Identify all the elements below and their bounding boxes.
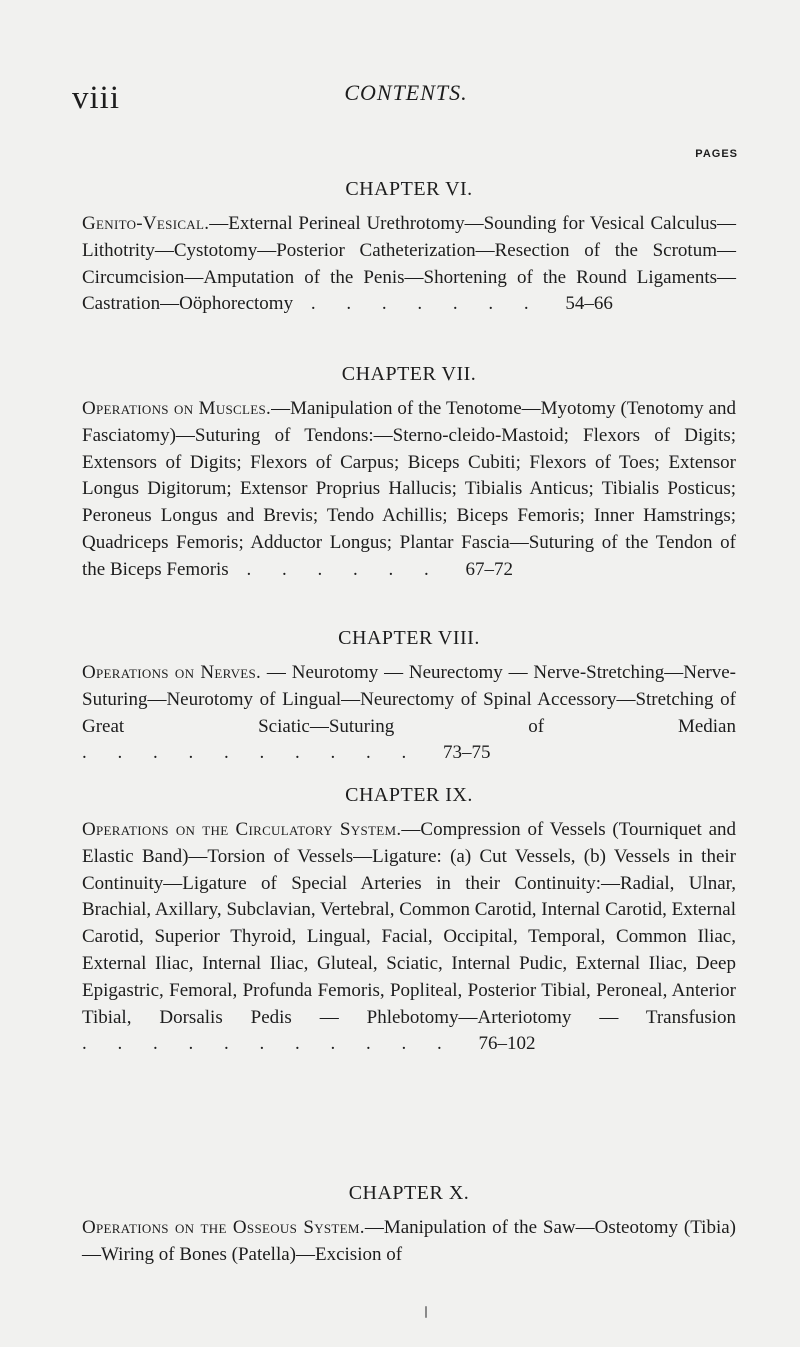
chapter-subject: Operations on the Circulatory System. — [82, 819, 402, 840]
chapter-topics: — Neurotomy — Neurectomy — Nerve-Stretching—Nerve-Suturing—Neurotomy of Lingual—Neurectomy of Spinal Accessory—Stretching of Great Sciatic—Suturing of Median — [82, 662, 736, 737]
chapter-heading: CHAPTER VII. — [341, 363, 477, 385]
chapter-contents — [82, 660, 736, 767]
dot-leader: . . . . . . — [228, 558, 460, 580]
chapter-heading: CHAPTER VIII. — [338, 627, 480, 649]
chapter-heading: CHAPTER X. — [348, 1182, 470, 1204]
chapter-topics: —Compression of Vessels (Tourniquet and Elastic Band)—Torsion of Vessels—Ligature: (a) Cut Vessels, (b) Vessels in their Continuity—Ligature of Special Arteries in their Continuity:—Radial, Ulnar, Brachial, Axillary, Subclavian, Vertebral, Common Carotid, Internal Carotid, External Carotid, Superior Thyroid, Lingual, Facial, Occipital, Temporal, Common Iliac, External Iliac, Internal Iliac, Gluteal, Sciatic, Internal Pudic, External Iliac, Deep Epigastric, Femoral, Profunda Femoris, Popliteal, Posterior Tibial, Peroneal, Anterior Tibial, Dorsalis Pedis — Phlebotomy—Arteriotomy — Transfusion — [82, 819, 736, 1028]
running-title: CONTENTS. — [344, 80, 468, 105]
page-range: 76–102 — [478, 1033, 536, 1055]
dot-leader: . . . . . . . — [293, 293, 560, 315]
running-head — [72, 82, 740, 116]
chapter-contents — [82, 817, 736, 1058]
chapter-contents — [82, 211, 736, 318]
print-mark — [425, 1306, 427, 1318]
chapter-viii-entry — [82, 627, 736, 767]
chapter-vi-entry — [82, 178, 736, 318]
page-range: 67–72 — [465, 558, 513, 580]
chapter-topics: —Manipulation of the Saw—Osteotomy (Tibia)—Wiring of Bones (Patella)—Excision of — [82, 1217, 736, 1265]
chapter-x-entry — [82, 1182, 736, 1269]
chapter-vii-entry — [82, 363, 736, 584]
chapter-subject: Operations on Nerves. — [82, 662, 262, 683]
pages-column-label: PAGES — [695, 148, 738, 160]
chapter-ix-entry — [82, 784, 736, 1058]
chapter-contents — [82, 396, 736, 584]
dot-leader: . . . . . . . . . . — [82, 742, 437, 764]
chapter-subject: Operations on Muscles. — [82, 398, 272, 419]
dot-leader: . . . . . . . . . . . — [82, 1033, 473, 1055]
page-number: viii — [72, 80, 121, 116]
chapter-topics: —External Perineal Urethrotomy—Sounding for Vesical Calculus—Lithotrity—Cystotomy—Posterior Catheterization—Resection of the Scrotum—Circumcision—Amputation of the Penis—Shortening of the Round Ligaments—Castration—Oöphorectomy — [82, 213, 736, 315]
chapter-heading: CHAPTER VI. — [345, 178, 473, 200]
page-range: 73–75 — [443, 742, 491, 764]
chapter-topics: —Manipulation of the Tenotome—Myotomy (Tenotomy and Fasciatomy)—Suturing of Tendons:—Sterno-cleido-Mastoid; Flexors of Digits; Extensors of Digits; Flexors of Carpus; Biceps Cubiti; Flexors of Toes; Extensor Longus Digitorum; Extensor Proprius Hallucis; Tibialis Anticus; Tibialis Posticus; Peroneus Longus and Brevis; Tendo Achillis; Biceps Femoris; Inner Hamstrings; Quadriceps Femoris; Adductor Longus; Plantar Fascia—Suturing of the Tendon of the Biceps Femoris — [82, 398, 736, 580]
chapter-subject: Operations on the Osseous System. — [82, 1217, 365, 1238]
chapter-heading: CHAPTER IX. — [345, 784, 473, 806]
chapter-contents — [82, 1215, 736, 1269]
chapter-subject: Genito-Vesical. — [82, 213, 210, 234]
page-range: 54–66 — [565, 293, 613, 315]
